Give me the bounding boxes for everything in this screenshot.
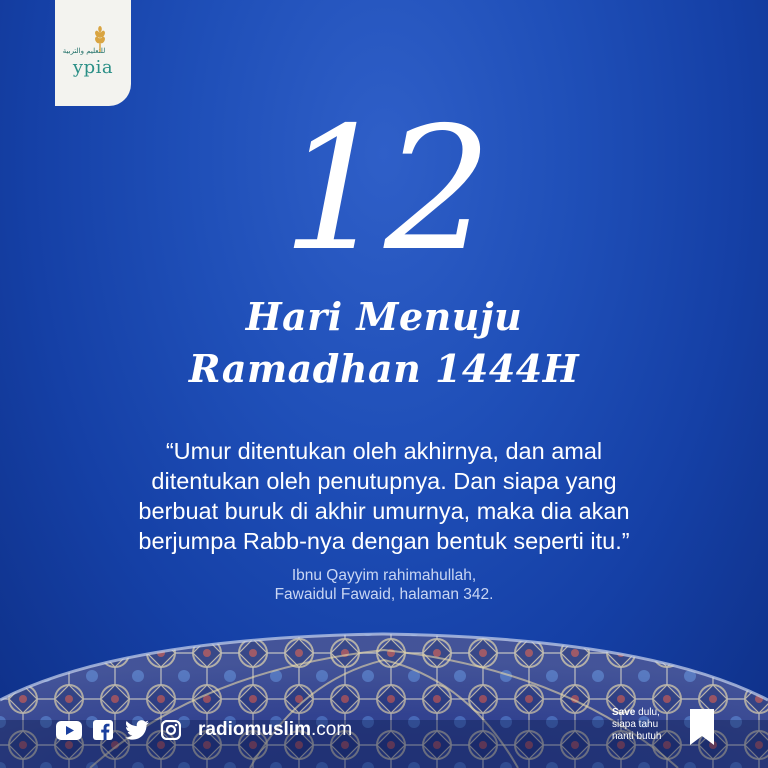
wheat-icon <box>93 26 107 52</box>
logo-arabic-text: للتعليم والتربية <box>62 46 106 55</box>
website-link[interactable] <box>198 719 352 741</box>
days-count: 12 <box>281 91 487 289</box>
save-line-3: nanti butuh <box>612 731 662 742</box>
instagram-icon[interactable] <box>158 719 184 741</box>
source-reference: Fawaidul Fawaid, halaman 342. <box>274 586 494 603</box>
save-line-2: siapa tahu <box>612 719 659 730</box>
quote-line: berjumpa Rabb-nya dengan bentuk seperti itu.” <box>138 528 630 554</box>
facebook-icon[interactable] <box>90 719 116 741</box>
ypia-logo <box>55 0 131 106</box>
save-note <box>612 707 716 753</box>
source-author: Ibnu Qayyim rahimahullah, <box>291 567 477 584</box>
quote-line: “Umur ditentukan oleh akhirnya, dan amal <box>165 438 603 464</box>
youtube-icon[interactable] <box>56 719 82 741</box>
logo-name: ypia <box>72 56 114 78</box>
headline-line-1: Hari Menuju <box>245 294 523 339</box>
save-word: Save <box>612 707 636 718</box>
save-rest: dulu, <box>635 707 660 718</box>
save-note-text <box>612 707 682 743</box>
website-name: radiomuslim <box>198 719 311 740</box>
quote-source <box>0 566 768 604</box>
quote-line: ditentukan oleh penutupnya. Dan siapa yang <box>151 468 617 494</box>
website-suffix: .com <box>310 719 353 740</box>
twitter-icon[interactable] <box>124 719 150 741</box>
social-footer <box>56 717 352 743</box>
quote-line: berbuat buruk di akhir umurnya, maka dia akan <box>138 498 630 524</box>
quote-text <box>60 436 708 556</box>
bookmark-icon[interactable] <box>690 709 714 745</box>
headline-line-2: Ramadhan 1444H <box>188 346 580 391</box>
